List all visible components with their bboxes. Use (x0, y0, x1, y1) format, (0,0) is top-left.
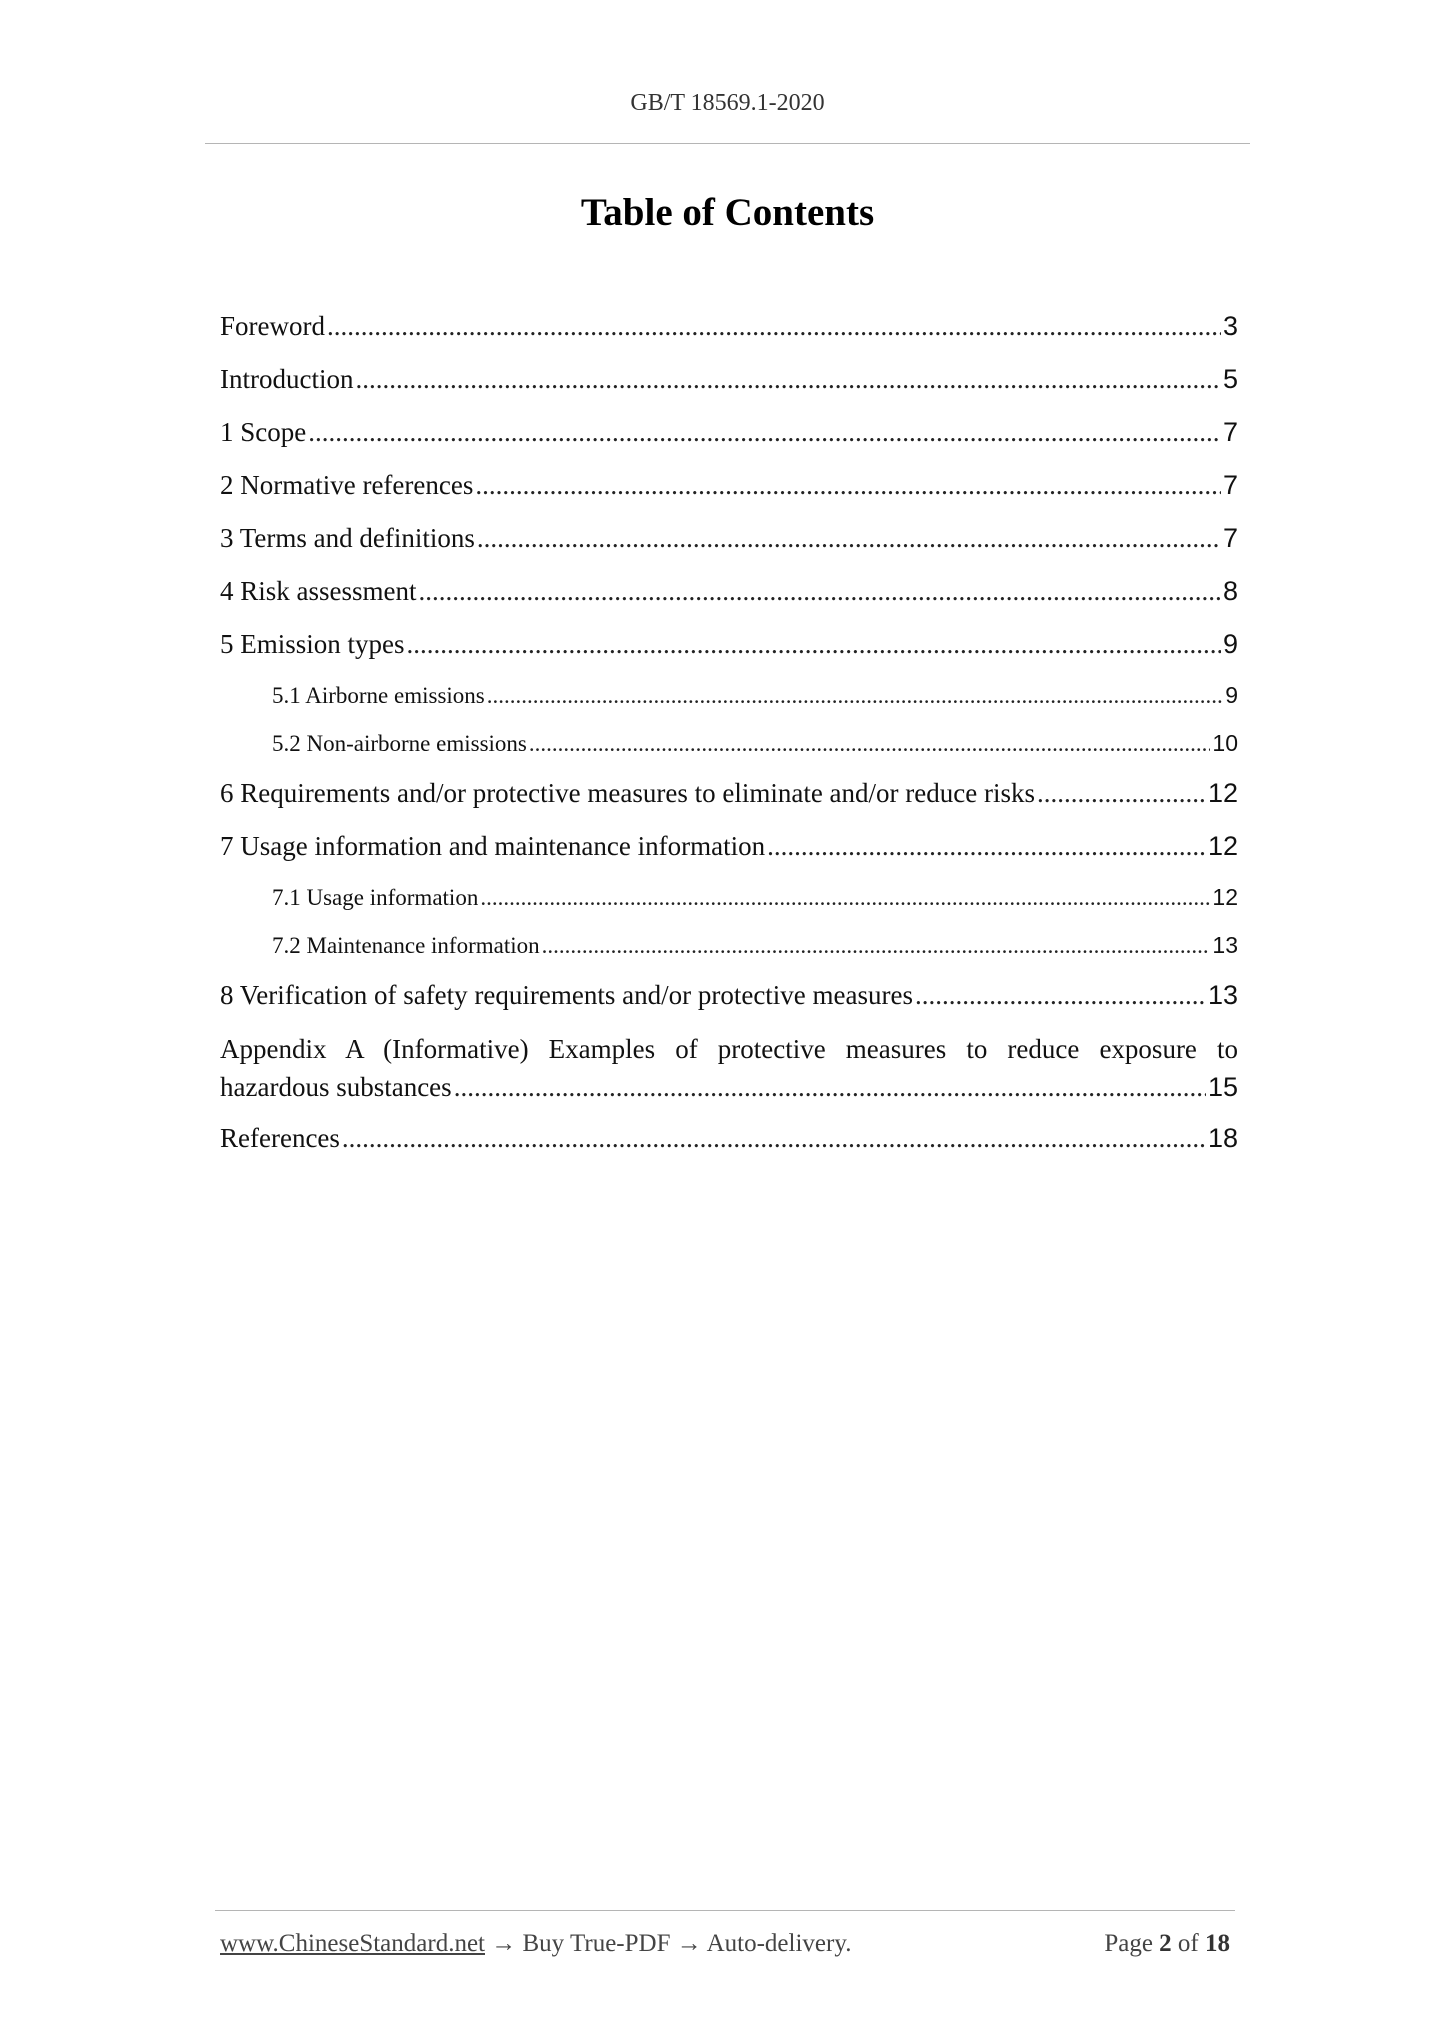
toc-entry-label: 3 Terms and definitions (220, 523, 475, 553)
toc-entry-page: 12 (1207, 778, 1238, 808)
toc-entry-label: 6 Requirements and/or protective measures to eliminate and/or reduce risks (220, 778, 1035, 808)
current-page: 2 (1159, 1930, 1172, 1957)
toc-dot-leader (327, 300, 1221, 353)
toc-entry-label: 1 Scope (220, 417, 307, 447)
toc-dot-leader (454, 1068, 1206, 1106)
table-of-contents (220, 300, 1238, 1165)
page-prefix: Page (1104, 1930, 1160, 1957)
page-title: Table of Contents (580, 191, 875, 234)
toc-entry-page: 7 (1222, 417, 1238, 447)
toc-entry-label-continued: hazardous substances (220, 1072, 452, 1102)
toc-entry-usage-information[interactable] (220, 873, 1238, 921)
toc-entry-scope[interactable] (220, 406, 1238, 459)
toc-entry-page: 7 (1222, 523, 1238, 553)
footer-divider (215, 1910, 1235, 1911)
toc-entry-label: 5.2 Non-airborne emissions (272, 731, 527, 756)
toc-dot-leader (477, 512, 1221, 565)
toc-entry-label: 2 Normative references (220, 470, 474, 500)
toc-dot-leader (342, 1112, 1206, 1165)
toc-dot-leader (487, 672, 1223, 720)
toc-entry-label: 4 Risk assessment (220, 576, 417, 606)
toc-entry-label: 7.1 Usage information (272, 885, 479, 910)
promo-text: → Buy True-PDF → Auto-delivery. (485, 1930, 852, 1957)
toc-dot-leader (419, 565, 1221, 618)
toc-entry-label: 5.1 Airborne emissions (272, 683, 485, 708)
toc-entry-references[interactable] (220, 1112, 1238, 1165)
toc-entry-risk-assessment[interactable] (220, 565, 1238, 618)
toc-dot-leader (915, 969, 1206, 1022)
footer-promo (220, 1930, 851, 1958)
toc-entry-requirements[interactable] (220, 767, 1238, 820)
toc-entry-page: 10 (1212, 730, 1238, 756)
toc-dot-leader (355, 353, 1220, 406)
total-pages: 18 (1205, 1930, 1230, 1957)
toc-entry-label: 8 Verification of safety requirements and/or protective measures (220, 980, 913, 1010)
toc-entry-normative-references[interactable] (220, 459, 1238, 512)
toc-entry-airborne-emissions[interactable] (220, 671, 1238, 719)
toc-entry-page: 15 (1207, 1072, 1238, 1102)
website-link[interactable]: www.ChineseStandard.net (220, 1930, 485, 1957)
page-footer (220, 1930, 1230, 1958)
toc-entry-page: 8 (1222, 576, 1238, 606)
toc-entry-page: 12 (1207, 831, 1238, 861)
toc-entry-introduction[interactable] (220, 353, 1238, 406)
toc-dot-leader (767, 820, 1206, 873)
toc-entry-page: 13 (1212, 932, 1238, 958)
toc-entry-label: References (220, 1123, 340, 1153)
toc-entry-label: 7.2 Maintenance information (272, 933, 540, 958)
header-divider (205, 143, 1250, 144)
toc-dot-leader (308, 406, 1221, 459)
toc-entry-label: Introduction (220, 364, 354, 394)
toc-entry-label: 7 Usage information and maintenance information (220, 831, 766, 861)
toc-entry-label: Appendix A (Informative) Examples of protective measures to reduce exposure to (220, 1034, 1238, 1064)
toc-entry-page: 9 (1222, 629, 1238, 659)
toc-entry-usage-maintenance[interactable] (220, 820, 1238, 873)
toc-entry-page: 18 (1207, 1123, 1238, 1153)
toc-entry-verification[interactable] (220, 969, 1238, 1022)
toc-dot-leader (1037, 767, 1206, 820)
toc-entry-terms-definitions[interactable] (220, 512, 1238, 565)
toc-dot-leader (480, 874, 1210, 922)
toc-entry-page: 7 (1222, 470, 1238, 500)
toc-entry-page: 12 (1212, 884, 1238, 910)
page-of: of (1171, 1930, 1205, 1957)
toc-dot-leader (475, 459, 1221, 512)
toc-entry-appendix-a[interactable] (220, 1022, 1238, 1112)
toc-entry-page: 5 (1222, 364, 1238, 394)
toc-entry-label: Foreword (220, 311, 325, 341)
toc-entry-non-airborne-emissions[interactable] (220, 719, 1238, 767)
toc-entry-label: 5 Emission types (220, 629, 405, 659)
page-number (1104, 1930, 1230, 1958)
toc-dot-leader (529, 720, 1211, 768)
toc-dot-leader (407, 618, 1221, 671)
toc-entry-page: 9 (1225, 682, 1238, 708)
toc-entry-emission-types[interactable] (220, 618, 1238, 671)
toc-entry-page: 3 (1222, 311, 1238, 341)
toc-entry-foreword[interactable] (220, 300, 1238, 353)
toc-dot-leader (542, 922, 1211, 970)
toc-entry-page: 13 (1207, 980, 1238, 1010)
document-code-header: GB/T 18569.1-2020 (630, 90, 825, 116)
toc-entry-maintenance-information[interactable] (220, 921, 1238, 969)
